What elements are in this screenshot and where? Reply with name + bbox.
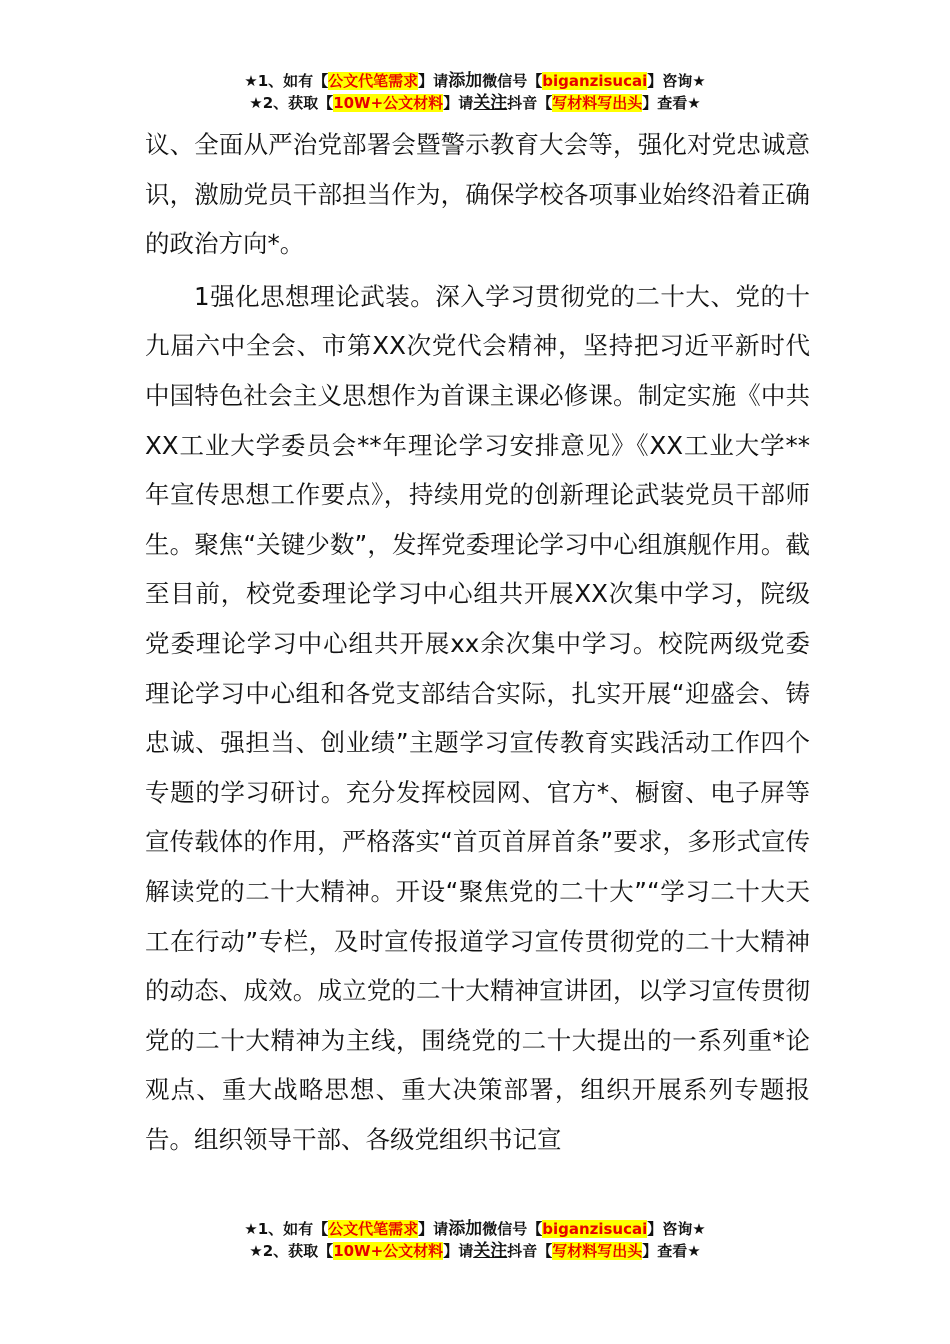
highlight-ghostwriting: 公文代笔需求 — [328, 1220, 419, 1238]
highlight-ghostwriting: 公文代笔需求 — [328, 72, 419, 90]
banner-line-1: ★1、如有【公文代笔需求】请添加微信号【biganzisucai】咨询★ — [244, 71, 706, 91]
header-banner — [0, 70, 950, 114]
highlight-materials: 10W+公文材料 — [333, 1242, 444, 1260]
highlight-douyin: 写材料写出头 — [552, 94, 643, 112]
document-body — [145, 120, 810, 1164]
footer-banner — [0, 1218, 950, 1262]
banner-line-1: ★1、如有【公文代笔需求】请添加微信号【biganzisucai】咨询★ — [244, 1219, 706, 1239]
highlight-materials: 10W+公文材料 — [333, 94, 444, 112]
paragraph-theory-study: 1强化思想理论武装。深入学习贯彻党的二十大、党的十九届六中全会、市第XX次党代会精神，坚持把习近平新时代中国特色社会主义思想作为首课主课必修课。制定实施《中共XX工业大学委员会**年理论学习安排意见》《XX工业大学**年宣传思想工作要点》，持续用党的创新理论武装党员干部师生。聚焦“关键少数”，发挥党委理论学习中心组旗舰作用。截至目前，校党委理论学习中心组共开展XX次集中学习，院级党委理论学习中心组共开展xx余次集中学习。校院两级党委理论学习中心组和各党支部结合实际，扎实开展“迎盛会、铸忠诚、强担当、创业绩”主题学习宣传教育实践活动工作四个专题的学习研讨。充分发挥校园网、官方*、橱窗、电子屏等宣传载体的作用，严格落实“首页首屏首条”要求，多形式宣传解读党的二十大精神。开设“聚焦党的二十大”“学习二十大天工在行动”专栏，及时宣传报道学习宣传贯彻党的二十大精神的动态、成效。成立党的二十大精神宣讲团，以学习宣传贯彻党的二十大精神为主线，围绕党的二十大提出的一系列重*论观点、重大战略思想、重大决策部署，组织开展系列专题报告。组织领导干部、各级党组织书记宣 — [145, 281, 810, 1154]
highlight-wechat-id: biganzisucai — [542, 72, 648, 90]
paragraph-continued: 议、全面从严治党部署会暨警示教育大会等，强化对党忠诚意识，激励党员干部担当作为，确保学校各项事业始终沿着正确的政治方向*。 — [145, 130, 810, 259]
highlight-douyin: 写材料写出头 — [552, 1242, 643, 1260]
banner-line-2: ★2、获取【10W+公文材料】请关注抖音【写材料写出头】查看★ — [249, 93, 701, 113]
banner-line-2: ★2、获取【10W+公文材料】请关注抖音【写材料写出头】查看★ — [249, 1241, 701, 1261]
highlight-wechat-id: biganzisucai — [542, 1220, 648, 1238]
